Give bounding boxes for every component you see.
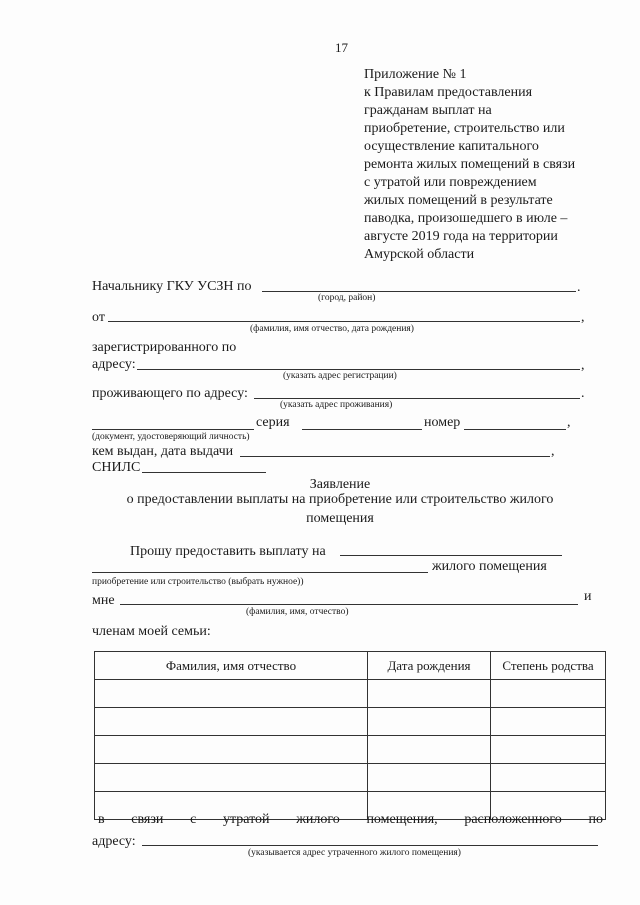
- request-field[interactable]: [340, 555, 562, 556]
- to-hint: (город, район): [318, 293, 376, 303]
- appendix-line: гражданам выплат на: [364, 103, 492, 118]
- registered-label-1: зарегистрированного по: [92, 340, 237, 355]
- from-hint: (фамилия, имя отчество, дата рождения): [250, 324, 414, 334]
- loss-word: связи: [131, 812, 164, 827]
- snils-field[interactable]: [142, 472, 266, 473]
- cell-relation[interactable]: [491, 708, 606, 736]
- loss-address-field[interactable]: [142, 845, 598, 846]
- cell-birth-date[interactable]: [368, 764, 491, 792]
- cell-relation[interactable]: [491, 736, 606, 764]
- snils-label: СНИЛС: [92, 460, 141, 475]
- appendix-line: с утратой или повреждением: [364, 175, 537, 190]
- table-header-row: [95, 652, 606, 680]
- and-label: и: [584, 589, 592, 604]
- appendix-line: приобретение, строительство или: [364, 121, 565, 136]
- document-hint: (документ, удостоверяющий личность): [92, 432, 250, 442]
- cell-birth-date[interactable]: [368, 708, 491, 736]
- cell-name[interactable]: [95, 764, 368, 792]
- me-hint: (фамилия, имя, отчество): [246, 607, 349, 617]
- loss-word: помещения,: [366, 812, 438, 827]
- from-label: от: [92, 310, 105, 325]
- purpose-field[interactable]: [92, 572, 428, 573]
- registered-label-2: адресу:: [92, 357, 136, 372]
- appendix-line: жилых помещений в результате: [364, 193, 553, 208]
- series-label: серия: [256, 415, 290, 430]
- cell-birth-date[interactable]: [368, 736, 491, 764]
- request-text: Прошу предоставить выплату на: [130, 544, 326, 559]
- page-number: 17: [335, 40, 348, 55]
- me-label: мне: [92, 593, 115, 608]
- loss-address-label: адресу:: [92, 834, 136, 849]
- number-label: номер: [424, 415, 461, 430]
- to-field[interactable]: [262, 291, 576, 292]
- statement-subtitle-2: помещения: [306, 511, 374, 526]
- loss-word: с: [190, 812, 197, 827]
- living-address-field[interactable]: [254, 398, 580, 399]
- cell-name[interactable]: [95, 736, 368, 764]
- living-hint: (указать адрес проживания): [280, 400, 393, 410]
- header-relation: Степень родства: [491, 652, 606, 680]
- issued-field[interactable]: [240, 456, 550, 457]
- header-name: Фамилия, имя отчество: [95, 652, 368, 680]
- loss-word: в: [98, 812, 105, 827]
- issued-label: кем выдан, дата выдачи: [92, 444, 234, 459]
- appendix-line: паводка, произошедшего в июле –: [364, 211, 568, 226]
- loss-statement: [98, 812, 603, 828]
- appendix-line: Приложение № 1: [364, 67, 467, 82]
- statement-title: Заявление: [309, 477, 371, 492]
- loss-word: расположенного: [464, 812, 562, 827]
- cell-relation[interactable]: [491, 680, 606, 708]
- registered-address-field[interactable]: [137, 369, 580, 370]
- to-label: Начальнику ГКУ УСЗН по: [92, 279, 252, 294]
- number-field[interactable]: [464, 429, 566, 430]
- appendix-line: Амурской области: [364, 247, 475, 262]
- loss-word: утратой: [222, 812, 270, 827]
- statement-subtitle-1: о предоставлении выплаты на приобретение или строительство жилого: [126, 492, 554, 507]
- table-row: [95, 708, 606, 736]
- registered-hint: (указать адрес регистрации): [283, 371, 397, 381]
- purpose-hint: приобретение или строительство (выбрать нужное)): [92, 577, 304, 587]
- appendix-line: к Правилам предоставления: [364, 85, 533, 100]
- appendix-line: осуществление капитального: [364, 139, 539, 154]
- header-birth-date: Дата рождения: [368, 652, 491, 680]
- me-field[interactable]: [120, 604, 578, 605]
- loss-word: по: [588, 812, 603, 827]
- loss-address-hint: (указывается адрес утраченного жилого помещения): [248, 848, 461, 858]
- cell-birth-date[interactable]: [368, 680, 491, 708]
- loss-word: жилого: [296, 812, 340, 827]
- cell-name[interactable]: [95, 708, 368, 736]
- cell-name[interactable]: [95, 680, 368, 708]
- living-label: проживающего по адресу:: [92, 386, 248, 401]
- table-row: [95, 680, 606, 708]
- appendix-block: [364, 66, 575, 264]
- from-field[interactable]: [108, 321, 580, 322]
- document-field[interactable]: [92, 429, 254, 430]
- series-field[interactable]: [302, 429, 422, 430]
- appendix-line: августе 2019 года на территории: [364, 229, 558, 244]
- table-row: [95, 736, 606, 764]
- appendix-line: ремонта жилых помещений в связи: [364, 157, 576, 172]
- table-row: [95, 764, 606, 792]
- cell-relation[interactable]: [491, 764, 606, 792]
- family-table: [94, 651, 606, 820]
- family-label: членам моей семьи:: [92, 624, 211, 639]
- dwelling-text: жилого помещения: [432, 559, 547, 574]
